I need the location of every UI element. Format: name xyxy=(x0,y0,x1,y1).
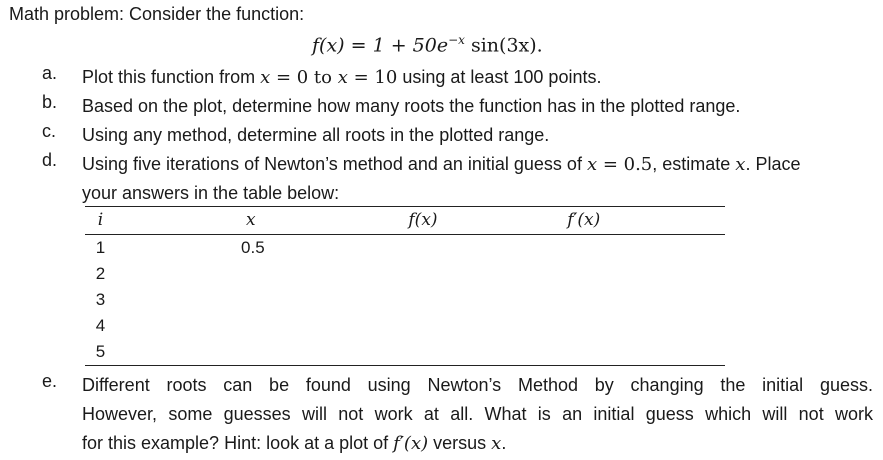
formula-rhs: sin(3x). xyxy=(464,34,543,57)
item-c-text: Using any method, determine all roots in the plotted range. xyxy=(82,125,550,145)
cell-x xyxy=(116,287,369,313)
function-formula xyxy=(312,33,543,56)
newton-table xyxy=(85,206,725,366)
cell-i: 1 xyxy=(95,238,106,257)
item-b-letter: b. xyxy=(42,92,58,112)
cell-x: 0.5 xyxy=(241,238,265,257)
item-e-letter: e. xyxy=(42,371,58,391)
header-fx: f(x) xyxy=(369,207,478,235)
header-dfx: f′(x) xyxy=(477,207,725,235)
cell-x xyxy=(116,261,369,287)
cell-x xyxy=(116,339,369,366)
cell-i: 3 xyxy=(95,290,106,309)
cell-fx xyxy=(369,261,478,287)
cell-dfx xyxy=(477,287,725,313)
cell-dfx xyxy=(477,313,725,339)
item-a-letter: a. xyxy=(42,63,58,83)
formula-exponent: −x xyxy=(448,33,465,47)
formula-lhs: f(x) = 1 + 50e xyxy=(312,34,449,57)
item-b-text: Based on the plot, determine how many roots the function has in the plotted range. xyxy=(82,96,741,116)
table-row xyxy=(85,235,725,262)
cell-fx xyxy=(369,235,478,262)
table-row xyxy=(85,261,725,287)
item-d-text: Using five iterations of Newton’s method and an initial guess of x = 0.5, estimate x. Place your answers in the table below: xyxy=(82,154,801,203)
item-e-text: Different roots can be found using Newton’s Method by changing the initial guess. However, some guesses will not work at all. What is an initial guess which will not work for this example? Hint: look at a plot of f′(x) versus x. xyxy=(82,375,873,454)
header-x: x xyxy=(116,207,369,235)
table-row xyxy=(85,287,725,313)
cell-fx xyxy=(369,287,478,313)
cell-fx xyxy=(369,339,478,366)
cell-i: 4 xyxy=(95,316,106,335)
table-row xyxy=(85,313,725,339)
cell-dfx xyxy=(477,261,725,287)
item-c-letter: c. xyxy=(42,121,57,141)
cell-dfx xyxy=(477,339,725,366)
cell-i: 2 xyxy=(95,264,106,283)
table-row xyxy=(85,339,725,366)
intro-text: Math problem: Consider the function: xyxy=(9,4,305,24)
header-i: i xyxy=(85,207,116,235)
item-d-letter: d. xyxy=(42,150,58,170)
cell-fx xyxy=(369,313,478,339)
cell-x xyxy=(116,313,369,339)
item-a-text: Plot this function from x = 0 to x = 10 using at least 100 points. xyxy=(82,67,602,88)
cell-i: 5 xyxy=(85,339,116,366)
cell-dfx xyxy=(477,235,725,262)
